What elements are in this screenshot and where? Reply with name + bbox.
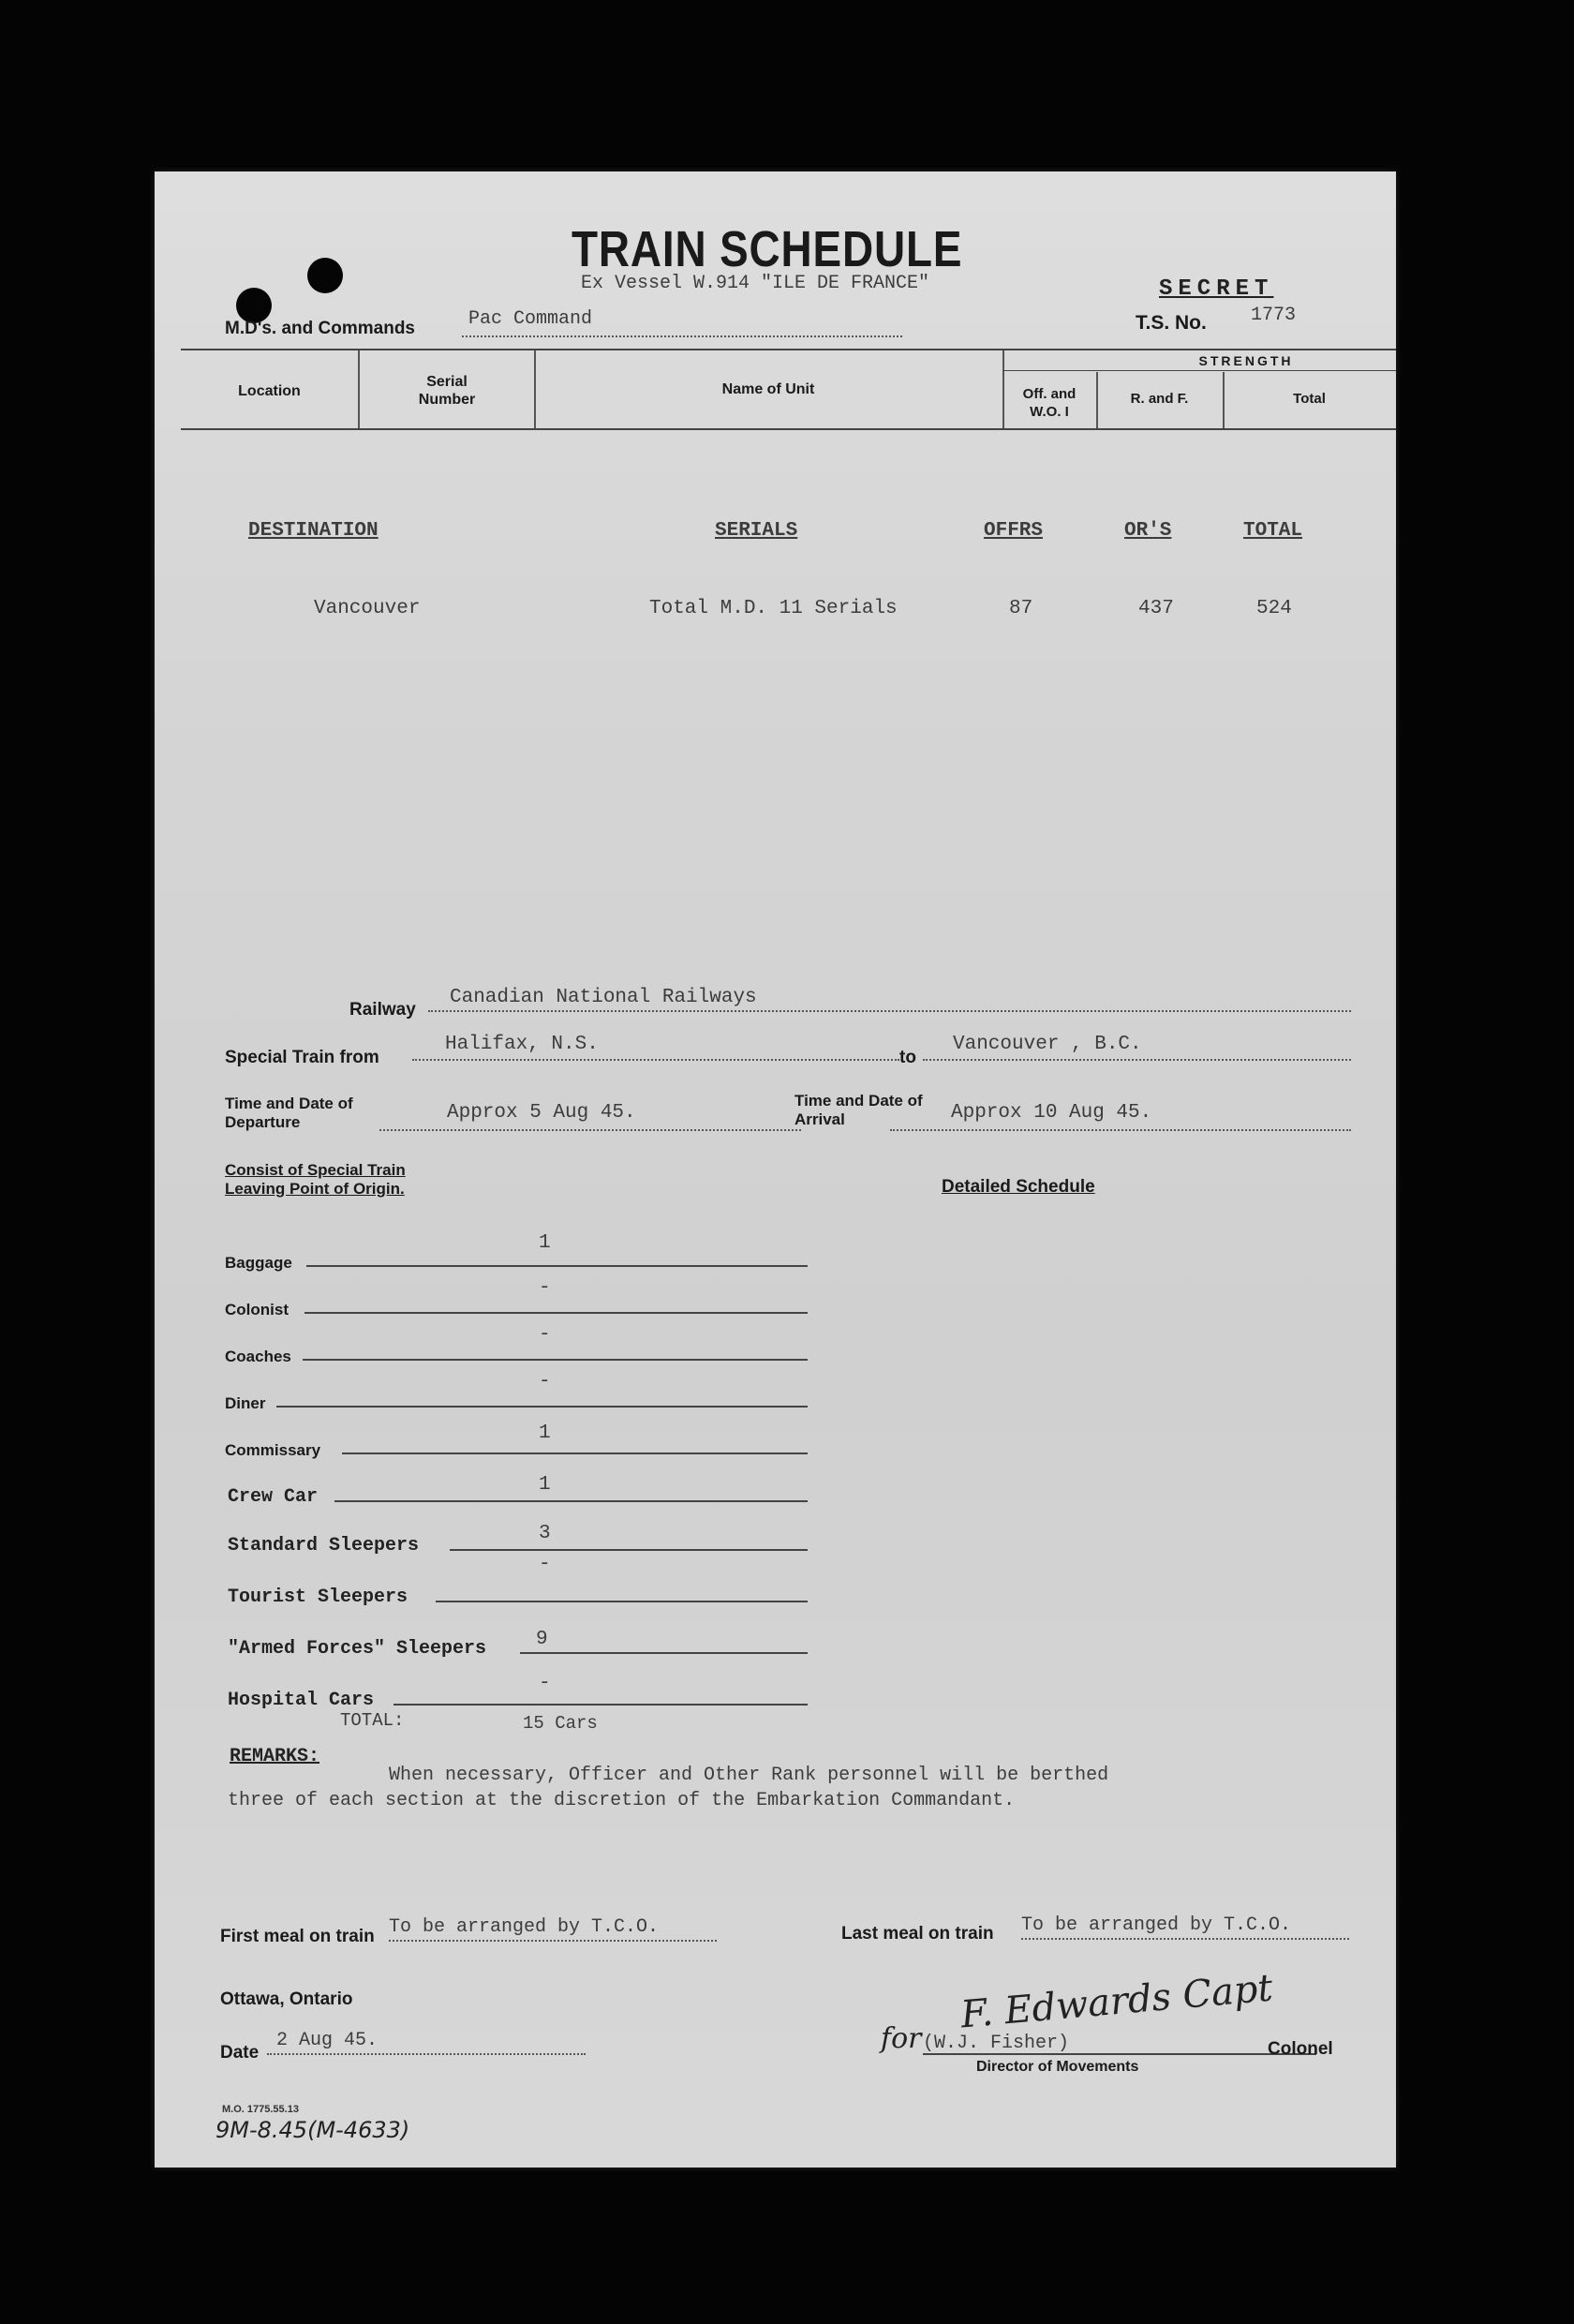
consist-colonist-label: Colonist <box>225 1301 289 1318</box>
arrival-label <box>794 1092 944 1129</box>
consist-hospital-cars-value: - <box>539 1673 551 1694</box>
consist-line <box>276 1406 808 1408</box>
row-ors: 437 <box>1138 598 1174 619</box>
header-total: Total <box>1293 391 1326 407</box>
consist-line <box>303 1359 808 1361</box>
consist-baggage-label: Baggage <box>225 1254 292 1272</box>
consist-armed-forces-sleepers-label: "Armed Forces" Sleepers <box>228 1638 487 1660</box>
col-divider <box>1002 350 1004 428</box>
vessel-line: Ex Vessel W.914 "ILE DE FRANCE" <box>581 273 930 294</box>
arrival-label-text: Time and Date of Arrival <box>794 1092 923 1128</box>
punch-hole-right <box>307 258 343 293</box>
first-meal-value: To be arranged by T.C.O. <box>389 1916 660 1938</box>
consist-commissary-value: 1 <box>539 1423 551 1444</box>
consist-coaches-value: - <box>539 1324 551 1346</box>
consist-line <box>342 1452 808 1454</box>
md-underline <box>462 335 902 337</box>
from-value: Halifax, N.S. <box>445 1034 599 1055</box>
consist-line <box>394 1704 808 1706</box>
ts-no-label: T.S. No. <box>1136 312 1207 334</box>
consist-colonist-value: - <box>539 1277 551 1299</box>
row-serials: Total M.D. 11 Serials <box>649 598 898 619</box>
header-strength: STRENGTH <box>1198 353 1294 368</box>
signer-title: Director of Movements <box>976 2059 1139 2075</box>
consist-total-label: TOTAL: <box>340 1710 405 1731</box>
date-value: 2 Aug 45. <box>276 2030 379 2051</box>
consist-standard-sleepers-value: 3 <box>539 1523 551 1544</box>
document-sheet <box>155 171 1396 2168</box>
col-divider <box>358 350 360 428</box>
consist-line <box>334 1500 808 1502</box>
for-prefix: for <box>881 2022 922 2055</box>
consist-crew-car-value: 1 <box>539 1474 551 1496</box>
to-label: to <box>899 1048 916 1067</box>
arrival-value: Approx 10 Aug 45. <box>951 1102 1152 1124</box>
departure-underline <box>379 1129 801 1131</box>
consist-tourist-sleepers-value: - <box>539 1554 551 1575</box>
signer-name: (W.J. Fisher) <box>923 2033 1070 2054</box>
md-value: Pac Command <box>468 308 593 330</box>
consist-heading <box>225 1161 459 1199</box>
last-meal-value: To be arranged by T.C.O. <box>1021 1914 1292 1936</box>
col-serials: SERIALS <box>715 520 798 542</box>
railway-underline <box>428 1010 1351 1012</box>
date-label: Date <box>220 2043 260 2063</box>
detailed-schedule-heading: Detailed Schedule <box>942 1177 1095 1197</box>
last-meal-label: Last meal on train <box>841 1924 994 1944</box>
consist-hospital-cars-label: Hospital Cars <box>228 1690 375 1711</box>
consist-standard-sleepers-label: Standard Sleepers <box>228 1535 420 1557</box>
table-top-line <box>181 349 1396 350</box>
departure-value: Approx 5 Aug 45. <box>447 1102 636 1124</box>
consist-armed-forces-sleepers-value: 9 <box>536 1629 548 1650</box>
header-r-and-f: R. and F. <box>1130 391 1189 407</box>
place: Ottawa, Ontario <box>220 1989 353 2009</box>
consist-commissary-label: Commissary <box>225 1441 321 1459</box>
signer-rank: Colonel <box>1268 2039 1333 2059</box>
consist-diner-label: Diner <box>225 1394 266 1412</box>
header-serial-number: Serial Number <box>418 374 476 408</box>
consist-coaches-label: Coaches <box>225 1348 291 1365</box>
consist-crew-car-label: Crew Car <box>228 1486 319 1508</box>
from-underline <box>412 1059 899 1061</box>
row-total: 524 <box>1256 598 1292 619</box>
ts-no-value: 1773 <box>1251 305 1297 326</box>
signature-line <box>923 2053 1316 2055</box>
consist-line <box>450 1549 808 1551</box>
consist-diner-value: - <box>539 1371 551 1393</box>
col-total: TOTAL <box>1243 520 1303 542</box>
consist-heading-text: Consist of Special Train Leaving Point of Origin. <box>225 1161 406 1198</box>
first-meal-underline <box>389 1940 717 1942</box>
remarks-line-2: three of each section at the discretion of the Embarkation Commandant. <box>228 1790 1016 1811</box>
departure-label-text: Time and Date of Departure <box>225 1095 353 1131</box>
to-value: Vancouver , B.C. <box>953 1034 1142 1055</box>
arrival-underline <box>890 1129 1351 1131</box>
classification-stamp: SECRET <box>1159 276 1274 302</box>
md-label: M.D's. and Commands <box>225 319 415 338</box>
remarks-line-1: When necessary, Officer and Other Rank personnel will be berthed <box>389 1765 1109 1786</box>
table-bottom-line <box>181 428 1396 430</box>
consist-baggage-value: 1 <box>539 1232 551 1254</box>
form-code: M.O. 1775.55.13 <box>222 2104 299 2115</box>
consist-total-value: 15 Cars <box>523 1713 598 1734</box>
consist-line <box>304 1312 808 1314</box>
consist-line <box>306 1265 808 1267</box>
last-meal-underline <box>1021 1938 1349 1940</box>
col-ors: OR'S <box>1124 520 1172 542</box>
col-offrs: OFFRS <box>984 520 1044 542</box>
signature: F. Edwards Capt <box>958 1966 1275 2037</box>
form-ref: 9M-8.45(M-4633) <box>215 2117 410 2143</box>
consist-line <box>436 1601 808 1602</box>
date-underline <box>267 2053 586 2055</box>
header-location: Location <box>238 383 301 399</box>
remarks-label: REMARKS: <box>230 1746 320 1767</box>
from-label: Special Train from <box>225 1048 379 1067</box>
header-off-wo: Off. and W.O. I <box>1022 386 1077 420</box>
railway-label: Railway <box>349 1000 416 1020</box>
railway-value: Canadian National Railways <box>450 987 757 1008</box>
col-destination: DESTINATION <box>248 520 379 542</box>
header-name-of-unit: Name of Unit <box>721 381 815 397</box>
to-underline <box>923 1059 1351 1061</box>
row-offrs: 87 <box>1009 598 1033 619</box>
strength-line <box>1002 370 1396 371</box>
consist-tourist-sleepers-label: Tourist Sleepers <box>228 1587 408 1608</box>
first-meal-label: First meal on train <box>220 1927 375 1946</box>
consist-line <box>520 1652 808 1654</box>
row-destination: Vancouver <box>314 598 421 619</box>
page-title: TRAIN SCHEDULE <box>572 221 963 277</box>
departure-label <box>225 1095 375 1132</box>
